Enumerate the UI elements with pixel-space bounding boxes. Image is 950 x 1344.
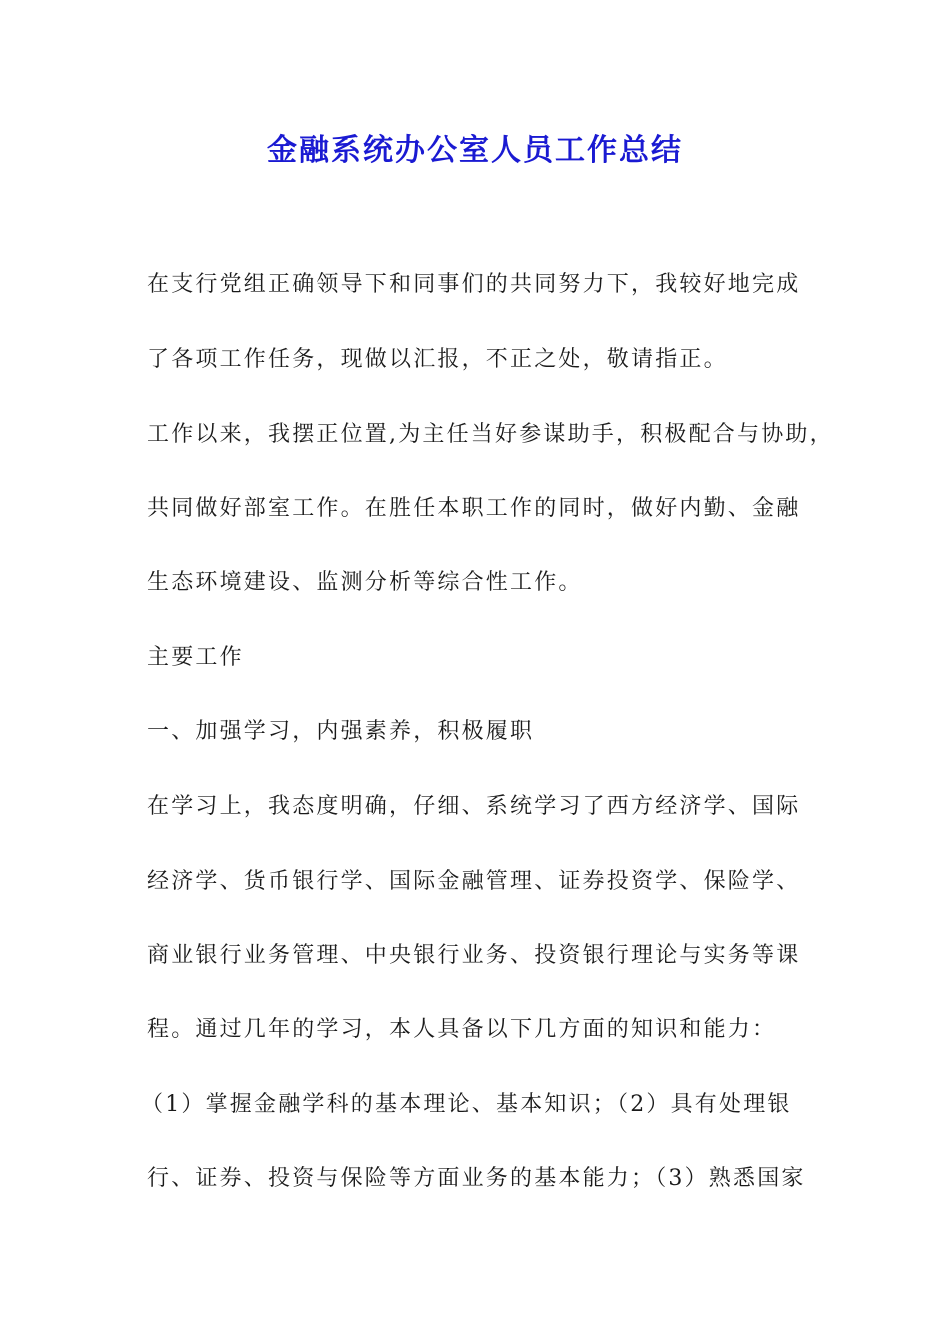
paragraph-line: 共同做好部室工作。在胜任本职工作的同时，做好内勤、金融 bbox=[147, 496, 801, 521]
paragraph-line: 工作以来，我摆正位置,为主任当好参谋助手，积极配合与协助， bbox=[147, 422, 834, 447]
paragraph-line: （1）掌握金融学科的基本理论、基本知识；（2）具有处理银 bbox=[141, 1092, 792, 1117]
paragraph-line: 在支行党组正确领导下和同事们的共同努力下，我较好地完成 bbox=[147, 272, 801, 297]
paragraph-line: 在学习上，我态度明确，仔细、系统学习了西方经济学、国际 bbox=[147, 794, 801, 819]
paragraph-line: 经济学、货币银行学、国际金融管理、证券投资学、保险学、 bbox=[147, 869, 801, 894]
paragraph-line: 商业银行业务管理、中央银行业务、投资银行理论与实务等课 bbox=[147, 943, 801, 968]
document-title: 金融系统办公室人员工作总结 bbox=[267, 133, 683, 168]
paragraph-line: 了各项工作任务，现做以汇报，不正之处，敬请指正。 bbox=[147, 347, 728, 372]
paragraph-line: 生态环境建设、监测分析等综合性工作。 bbox=[147, 570, 583, 595]
subsection-heading: 一、加强学习，内强素养，积极履职 bbox=[147, 719, 535, 744]
section-heading: 主要工作 bbox=[147, 645, 244, 670]
paragraph-line: 程。通过几年的学习，本人具备以下几方面的知识和能力： bbox=[147, 1017, 777, 1042]
paragraph-line: 行、证券、投资与保险等方面业务的基本能力；（3）熟悉国家 bbox=[147, 1166, 806, 1191]
